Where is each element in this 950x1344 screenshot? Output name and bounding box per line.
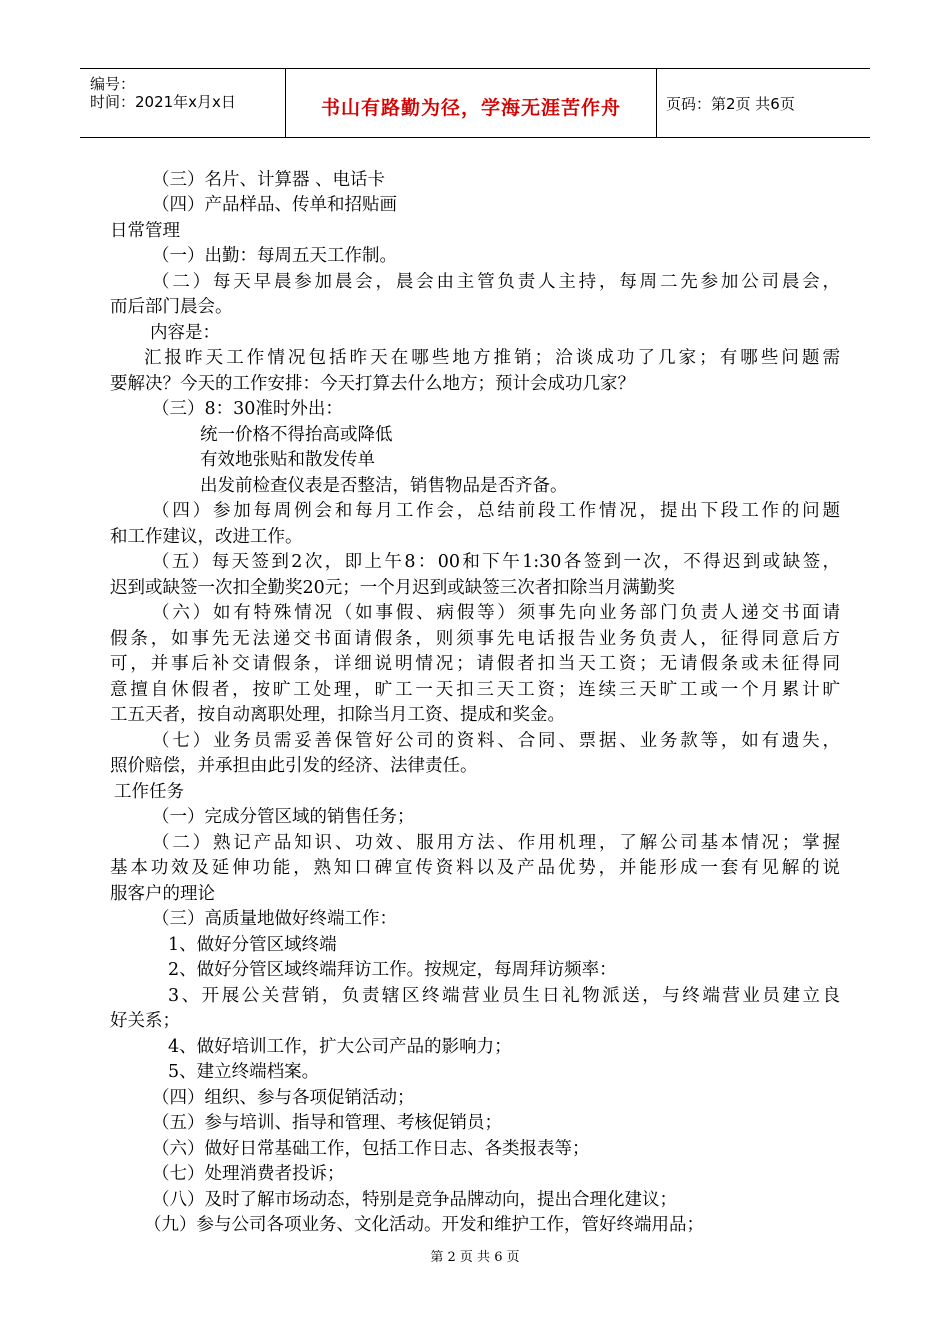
motto-text: 书山有路勤为径，学海无涯苦作舟 (320, 97, 621, 119)
body-line: 要解决？今天的工作安排：今天打算去什么地方；预计会成功几家？ (110, 374, 635, 394)
body-line: 工五天者，按自动离职处理，扣除当月工资、提成和奖金。 (110, 705, 565, 725)
body-line: （四）参加每周例会和每月工作会，总结前段工作情况，提出下段工作的问题 (152, 501, 840, 521)
body-line: 统一价格不得抬高或降低 (200, 425, 393, 445)
date-label: 时间：2021年x月x日 (90, 93, 236, 111)
body-line: 假条，如事先无法递交书面请假条，则须事先电话报告业务负责人，征得同意后方 (110, 629, 840, 649)
body-line: （六）如有特殊情况（如事假、病假等）须事先向业务部门负责人递交书面请 (152, 603, 840, 623)
body-line: （三）高质量地做好终端工作： (152, 909, 397, 929)
body-line: 服客户的理论 (110, 884, 215, 904)
body-line: （七）业务员需妥善保管好公司的资料、合同、票据、业务款等，如有遗失， (152, 731, 840, 751)
body-line: 4、做好培训工作，扩大公司产品的影响力； (168, 1037, 512, 1057)
body-line: （一）完成分管区域的销售任务； (152, 807, 415, 827)
body-line: 出发前检查仪表是否整洁，销售物品是否齐备。 (200, 476, 568, 496)
body-line: （三）名片、计算器 、电话卡 (152, 170, 386, 190)
header-meta-cell (80, 69, 285, 137)
body-line: （七）处理消费者投诉； (152, 1164, 345, 1184)
section-heading: 工作任务 (114, 782, 184, 802)
body-line: 2、做好分管区域终端拜访工作。按规定，每周拜访频率： (168, 960, 617, 980)
body-line: （五）每天签到2次，即上午8：00和下午1:30各签到一次，不得迟到或缺签， (152, 552, 840, 572)
body-line: 而后部门晨会。 (110, 297, 233, 317)
body-line: 和工作建议，改进工作。 (110, 527, 303, 547)
body-line: 5、建立终端档案。 (168, 1062, 320, 1082)
section-heading: 日常管理 (110, 221, 180, 241)
page-number-label: 页码：第2页 共6页 (666, 95, 795, 113)
body-line: （九）参与公司各项业务、文化活动。开发和维护工作，管好终端用品； (144, 1215, 704, 1235)
page-header (80, 68, 870, 138)
number-label: 编号： (90, 75, 136, 93)
body-line: 汇报昨天工作情况包括昨天在哪些地方推销；洽谈成功了几家；有哪些问题需 (144, 348, 840, 368)
body-line: （六）做好日常基础工作，包括工作日志、各类报表等； (152, 1139, 590, 1159)
body-line: 可，并事后补交请假条，详细说明情况；请假者扣当天工资；无请假条或未征得同 (110, 654, 840, 674)
body-line: 迟到或缺签一次扣全勤奖20元；一个月迟到或缺签三次者扣除当月满勤奖 (110, 578, 675, 598)
body-line: 有效地张贴和散发传单 (200, 450, 375, 470)
body-line: （三）8：30准时外出： (152, 399, 343, 419)
page-footer: 第 2 页 共 6 页 (430, 1250, 520, 1265)
body-line: 照价赔偿，并承担由此引发的经济、法律责任。 (110, 756, 478, 776)
body-line: （一）出勤：每周五天工作制。 (152, 246, 397, 266)
body-line: （二）熟记产品知识、功效、服用方法、作用机理，了解公司基本情况；掌握 (152, 833, 840, 853)
body-line: 基本功效及延伸功能，熟知口碑宣传资料以及产品优势，并能形成一套有见解的说 (110, 858, 840, 878)
body-line: （八）及时了解市场动态，特别是竞争品牌动向，提出合理化建议； (152, 1190, 677, 1210)
body-line: 3、开展公关营销，负责辖区终端营业员生日礼物派送，与终端营业员建立良 (168, 986, 840, 1006)
body-line: （五）参与培训、指导和管理、考核促销员； (152, 1113, 502, 1133)
body-line: 1、做好分管区域终端 (168, 935, 337, 955)
body-line: 意擅自休假者，按旷工处理，旷工一天扣三天工资；连续三天旷工或一个月累计旷 (110, 680, 840, 700)
body-line: （二）每天早晨参加晨会，晨会由主管负责人主持，每周二先参加公司晨会， (152, 272, 840, 292)
header-motto-cell (285, 69, 657, 137)
body-line: （四）产品样品、传单和招贴画 (152, 195, 397, 215)
body-line: 好关系； (110, 1011, 180, 1031)
header-page-cell (656, 69, 870, 137)
body-line: （四）组织、参与各项促销活动； (152, 1088, 415, 1108)
body-line: 内容是： (150, 323, 220, 343)
